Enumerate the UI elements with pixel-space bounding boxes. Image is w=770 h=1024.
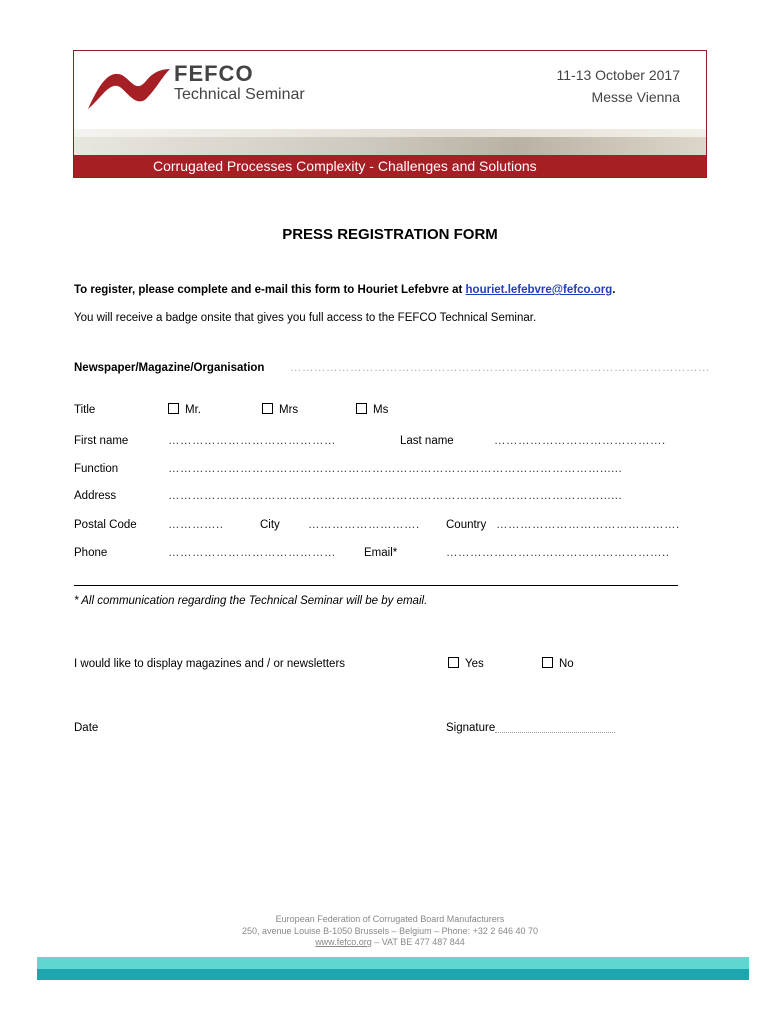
email-field[interactable]: ………………………………………………..: [446, 547, 670, 559]
banner-image-band: [74, 137, 706, 157]
badge-note: You will receive a badge onsite that gives you full access to the FEFCO Technical Seminar.: [74, 312, 537, 324]
footer-bar-light: [37, 957, 749, 969]
first-name-field[interactable]: ……………………………………: [168, 435, 336, 447]
footer-web-vat: [0, 937, 770, 948]
date-label: Date: [74, 722, 99, 734]
form-title: PRESS REGISTRATION FORM: [282, 226, 498, 243]
function-label: Function: [74, 463, 119, 475]
intro-text: To register, please complete and e-mail this form to Houriet Lefebvre at: [74, 284, 463, 296]
title-label: Title: [74, 404, 96, 416]
footer-bar-dark: [37, 969, 749, 980]
brand-name: FEFCO: [174, 61, 254, 86]
checkbox-icon[interactable]: [262, 403, 273, 414]
email-label: Email*: [364, 547, 398, 559]
display-yes-label: Yes: [465, 658, 484, 670]
brand-subtitle: Technical Seminar: [174, 86, 305, 103]
postal-code-field[interactable]: …………..: [168, 519, 224, 531]
signature-label: Signature: [446, 722, 496, 734]
event-venue: Messe Vienna: [591, 89, 680, 105]
display-option-yes[interactable]: [448, 657, 484, 670]
intro-period: .: [612, 284, 616, 296]
last-name-label: Last name: [400, 435, 454, 447]
footer-org-name: European Federation of Corrugated Board Manufacturers: [275, 914, 505, 924]
checkbox-icon[interactable]: [542, 657, 553, 668]
phone-label: Phone: [74, 547, 108, 559]
display-no-label: No: [559, 658, 574, 670]
postal-code-label: Postal Code: [74, 519, 137, 531]
banner-theme-strip: Corrugated Processes Complexity - Challenges and Solutions: [74, 155, 706, 177]
title-option-label: Mrs: [279, 404, 299, 416]
city-field[interactable]: ……………………….: [308, 519, 420, 531]
country-label: Country: [446, 519, 487, 531]
contact-email-link[interactable]: houriet.lefebvre@fefco.org: [465, 284, 613, 296]
checkbox-icon[interactable]: [356, 403, 367, 414]
website-link[interactable]: www.fefco.org: [315, 937, 372, 947]
organisation-label: Newspaper/Magazine/Organisation: [74, 362, 265, 374]
title-option-ms[interactable]: [356, 403, 388, 416]
phone-field[interactable]: ……………………………………: [168, 547, 336, 559]
last-name-field[interactable]: …………………………………….: [494, 435, 666, 447]
event-dates: 11-13 October 2017: [556, 67, 680, 83]
intro-instructions: [74, 284, 615, 296]
banner-decor-band: [74, 129, 706, 137]
checkbox-icon[interactable]: [168, 403, 179, 414]
checkbox-icon[interactable]: [448, 657, 459, 668]
city-label: City: [260, 519, 280, 531]
footer-vat: – VAT BE 477 487 844: [371, 937, 465, 947]
address-field[interactable]: ………………………………………………………………………………………………......: [168, 490, 623, 502]
title-option-mrs[interactable]: [262, 403, 298, 416]
footer-address: 250, avenue Louise B-1050 Brussels – Belgium – Phone: +32 2 646 40 70: [242, 926, 538, 936]
header-banner: [73, 50, 707, 178]
first-name-label: First name: [74, 435, 129, 447]
title-option-mr[interactable]: [168, 403, 201, 416]
title-option-label: Mr.: [185, 404, 201, 416]
country-field[interactable]: ……………………………………….: [496, 519, 680, 531]
fefco-logo-icon: [84, 59, 172, 117]
email-communication-note: * All communication regarding the Technical Seminar will be by email.: [74, 595, 428, 607]
organisation-field[interactable]: ……………………………………………………………………………………………: [290, 362, 710, 374]
display-option-no[interactable]: [542, 657, 574, 670]
function-field[interactable]: ………………………………………………………………………………………………......: [168, 463, 623, 475]
divider: [74, 585, 678, 586]
signature-block: [446, 722, 615, 734]
address-label: Address: [74, 490, 117, 502]
display-question: I would like to display magazines and / or newsletters: [74, 658, 346, 670]
title-option-label: Ms: [373, 404, 389, 416]
signature-field[interactable]: [495, 722, 615, 733]
